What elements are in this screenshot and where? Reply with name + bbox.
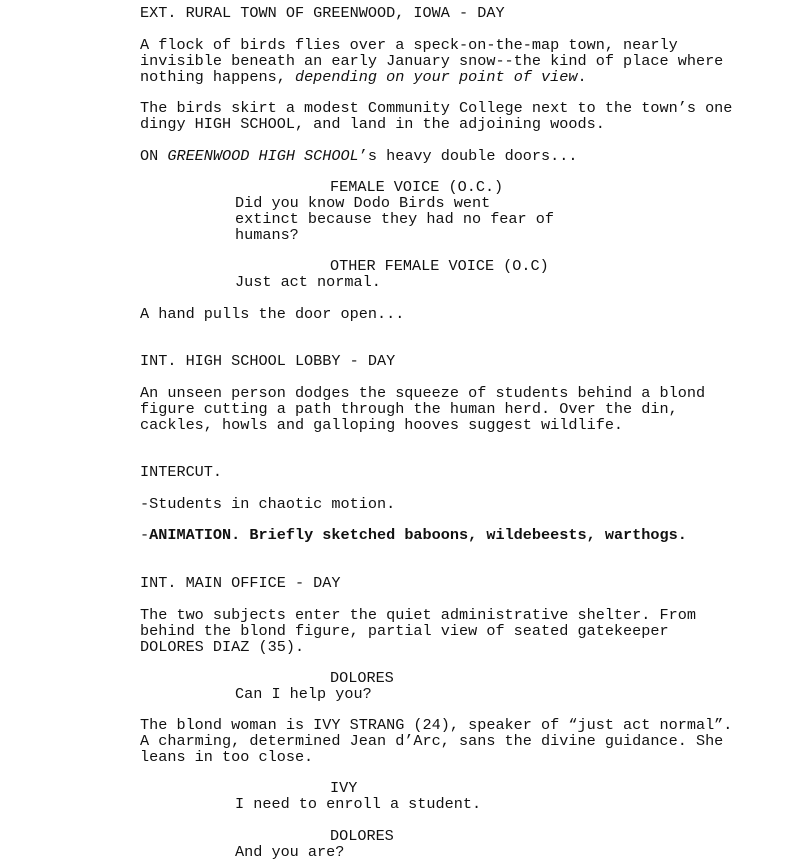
dialogue: Did you know Dodo Birds went extinct because they had no fear of humans? — [235, 194, 564, 244]
character-name: IVY — [330, 779, 358, 797]
dialogue: Just act normal. — [235, 273, 381, 291]
intercut-bold-text: ANIMATION. Briefly sketched baboons, wildebeests, warthogs. — [149, 526, 687, 544]
transition: INTERCUT. — [140, 463, 223, 481]
action-paragraph: A hand pulls the door open... — [140, 305, 405, 323]
character-name: DOLORES — [330, 669, 394, 687]
dialogue: I need to enroll a student. — [235, 795, 482, 813]
character-name: FEMALE VOICE (O.C.) — [330, 178, 504, 196]
action-text: ON — [140, 147, 168, 165]
action-text: . — [577, 67, 587, 86]
dialogue: Can I help you? — [235, 685, 372, 703]
scene-heading: INT. MAIN OFFICE - DAY — [140, 574, 341, 592]
action-paragraph: An unseen person dodges the squeeze of students behind a blond figure cutting a path through the human herd. Over the din, cackles, howls and galloping hooves suggest wildlife. — [140, 384, 715, 434]
character-name: DOLORES — [330, 827, 394, 845]
action-italic-text: GREENWOOD HIGH SCHOOL — [167, 147, 359, 165]
action-paragraph: The two subjects enter the quiet administrative shelter. From behind the blond figure, partial view of seated gatekeeper DOLORES DIAZ (35). — [140, 606, 706, 656]
dialogue: And you are? — [235, 843, 345, 861]
action-paragraph: The birds skirt a modest Community College next to the town’s one dingy HIGH SCHOOL, and land in the adjoining woods. — [140, 99, 742, 133]
scene-heading: INT. HIGH SCHOOL LOBBY - DAY — [140, 352, 396, 370]
character-name: OTHER FEMALE VOICE (O.C) — [330, 257, 549, 275]
action-paragraph — [140, 38, 740, 86]
action-text: A flock of birds flies over a speck-on-the-map town, nearly invisible beneath an early January snow--the kind of place where nothing happens, — [140, 36, 733, 86]
action-paragraph — [140, 149, 740, 165]
action-italic-text: depending on your point of view — [294, 67, 578, 86]
intercut-line: -Students in chaotic motion. — [140, 495, 396, 513]
scene-heading: EXT. RURAL TOWN OF GREENWOOD, IOWA - DAY — [140, 4, 505, 22]
intercut-line — [140, 528, 740, 544]
intercut-dash: - — [140, 526, 150, 544]
action-text: ’s heavy double doors... — [358, 147, 578, 165]
action-paragraph: The blond woman is IVY STRANG (24), speaker of “just act normal”. A charming, determined Jean d’Arc, sans the divine guidance. She leans in too close. — [140, 716, 742, 766]
